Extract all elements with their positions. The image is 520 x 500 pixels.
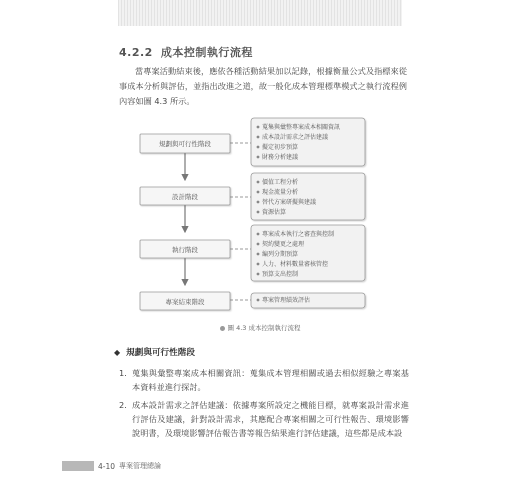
detail-item: 人力、材料數量審核管控 bbox=[262, 261, 329, 268]
subheading-text: 規劃與可行性階段 bbox=[126, 348, 195, 358]
stage-label-closing: 專案結束階段 bbox=[165, 298, 205, 306]
bullet-icon bbox=[257, 253, 260, 256]
diamond-icon: ◆ bbox=[114, 348, 121, 357]
detail-item: 現金流量分析 bbox=[262, 189, 299, 196]
bullet-icon bbox=[257, 201, 260, 204]
stage-execution bbox=[140, 240, 230, 258]
detail-box-planning bbox=[251, 118, 365, 166]
bullet-icon bbox=[257, 263, 260, 266]
bullet-icon bbox=[257, 243, 260, 246]
detail-item: 替代方案研擬與建議 bbox=[262, 199, 317, 206]
stage-label-design: 設計階段 bbox=[172, 193, 198, 201]
bullet-icon bbox=[257, 273, 260, 276]
stage-planning bbox=[140, 134, 230, 153]
detail-item: 專案成本執行之審查與控制 bbox=[262, 231, 335, 238]
stage-design bbox=[140, 187, 230, 205]
bullet-icon bbox=[257, 299, 260, 302]
footer-bar bbox=[62, 461, 94, 471]
page-number: 4-10 bbox=[98, 461, 116, 471]
bullet-icon bbox=[257, 156, 260, 159]
caption-bullet-icon bbox=[220, 326, 225, 331]
intro-paragraph: 當專案活動結束後，應依各種活動結果加以記錄，根據衡量公式及指標來從事成本分析與評估，並指出改進之道，故一般化成本管理標準模式之執行流程例內容如圖 4.3 所示。 bbox=[119, 66, 407, 106]
detail-box-execution bbox=[251, 225, 365, 281]
detail-item: 預算支出控制 bbox=[262, 271, 299, 278]
section-number: 4.2.2 bbox=[119, 46, 153, 59]
detail-item: 蒐集與彙整專案成本相關資訊 bbox=[262, 124, 341, 131]
detail-box-design bbox=[251, 173, 365, 220]
stage-label-execution: 執行階段 bbox=[172, 246, 198, 254]
bullet-icon bbox=[257, 136, 260, 139]
list-number: 1. bbox=[119, 368, 127, 378]
subheading bbox=[114, 346, 195, 358]
detail-item: 價值工程分析 bbox=[262, 179, 299, 186]
bullet-icon bbox=[257, 233, 260, 236]
list-text: 成本設計需求之評估建議：依據專案所設定之機能目標，就專案設計需求進行評估及建議，針對設計需求，其應配合專案相關之可行性報告、環境影響說明書，及環境影響評估報告書等報告結果進行評估建議，這些都是成本設 bbox=[132, 400, 409, 438]
stage-closing bbox=[140, 292, 230, 310]
bullet-icon bbox=[257, 181, 260, 184]
section-title-text: 成本控制執行流程 bbox=[160, 46, 253, 59]
list-item bbox=[119, 398, 409, 440]
caption-text: 圖 4.3 成本控制執行流程 bbox=[227, 324, 301, 332]
list-text: 蒐集與彙整專案成本相關資訊：蒐集成本管理相關或過去相似經驗之專案基本資料並進行探討。 bbox=[132, 368, 409, 392]
detail-box-closing bbox=[251, 293, 365, 308]
stage-label-planning: 規劃與可行性階段 bbox=[159, 140, 211, 148]
list-number: 2. bbox=[119, 400, 127, 410]
detail-item: 財務分析建議 bbox=[262, 154, 299, 161]
detail-item: 編列分期預算 bbox=[262, 251, 299, 258]
detail-item: 擬定初步預算 bbox=[262, 144, 299, 151]
detail-item: 成本設計需求之評估建議 bbox=[262, 134, 329, 141]
detail-item: 契約變更之處理 bbox=[262, 241, 305, 248]
list-item bbox=[119, 366, 409, 394]
bullet-icon bbox=[257, 191, 260, 194]
page-footer bbox=[62, 460, 161, 472]
numbered-list bbox=[119, 366, 409, 444]
bullet-icon bbox=[257, 146, 260, 149]
bullet-icon bbox=[257, 211, 260, 214]
figure-caption bbox=[0, 323, 520, 332]
detail-item: 資源估算 bbox=[262, 209, 287, 216]
bullet-icon bbox=[257, 126, 260, 129]
book-title: 專案管理總論 bbox=[119, 462, 162, 470]
detail-item: 專案管理績效評估 bbox=[262, 297, 311, 304]
